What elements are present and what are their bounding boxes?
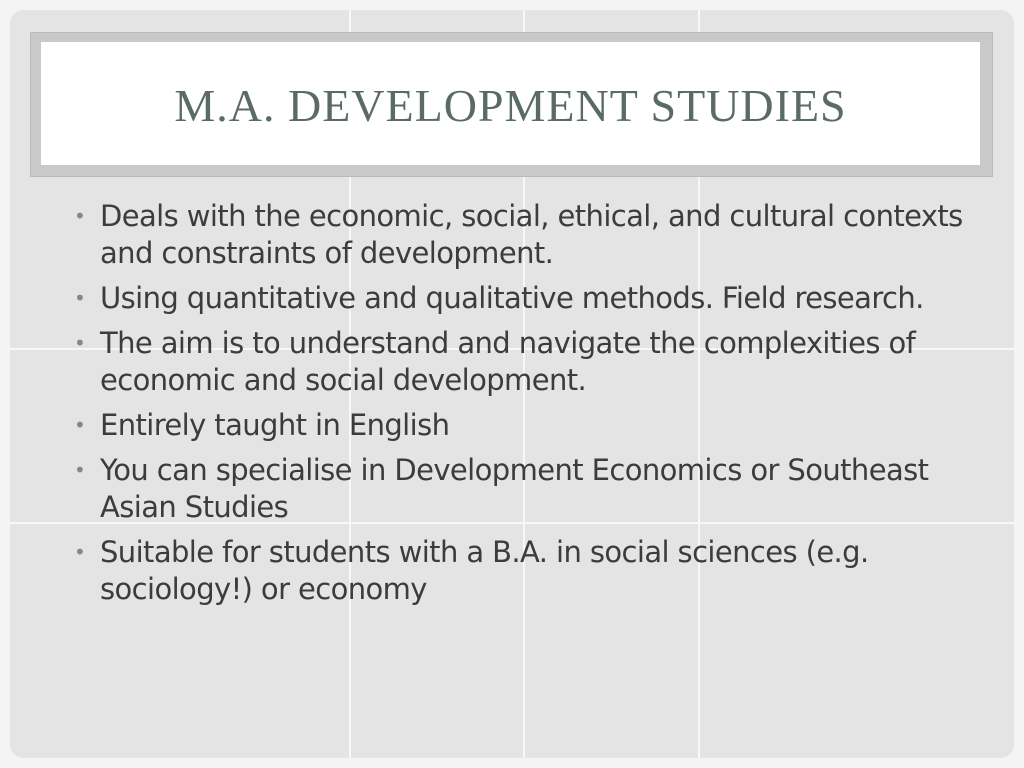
bullet-text: Deals with the economic, social, ethical, and cultural contexts and constraints of development. — [100, 199, 963, 270]
bullet-text: You can specialise in Development Economics or Southeast Asian Studies — [100, 453, 929, 524]
bullet-icon: • — [74, 540, 86, 564]
bullet-item — [74, 534, 974, 608]
slide-title: M.A. DEVELOPMENT STUDIES — [174, 80, 847, 131]
bullet-text: The aim is to understand and navigate the complexities of economic and social development. — [100, 326, 916, 397]
bullet-icon: • — [74, 204, 86, 228]
slide — [10, 10, 1014, 758]
bullet-text: Suitable for students with a B.A. in social sciences (e.g. sociology!) or economy — [100, 535, 869, 606]
bullet-item — [74, 407, 974, 444]
bullet-icon: • — [74, 458, 86, 482]
bullet-text: Using quantitative and qualitative methods. Field research. — [100, 281, 924, 315]
bullet-item — [74, 452, 974, 526]
bullet-item — [74, 280, 974, 317]
title-frame — [30, 32, 993, 177]
bullet-item — [74, 198, 974, 272]
bullet-text: Entirely taught in English — [100, 408, 450, 442]
title-box — [41, 42, 980, 165]
bullet-icon: • — [74, 286, 86, 310]
bullet-icon: • — [74, 331, 86, 355]
bullet-icon: • — [74, 413, 86, 437]
bullet-item — [74, 325, 974, 399]
bullet-list — [74, 198, 974, 616]
